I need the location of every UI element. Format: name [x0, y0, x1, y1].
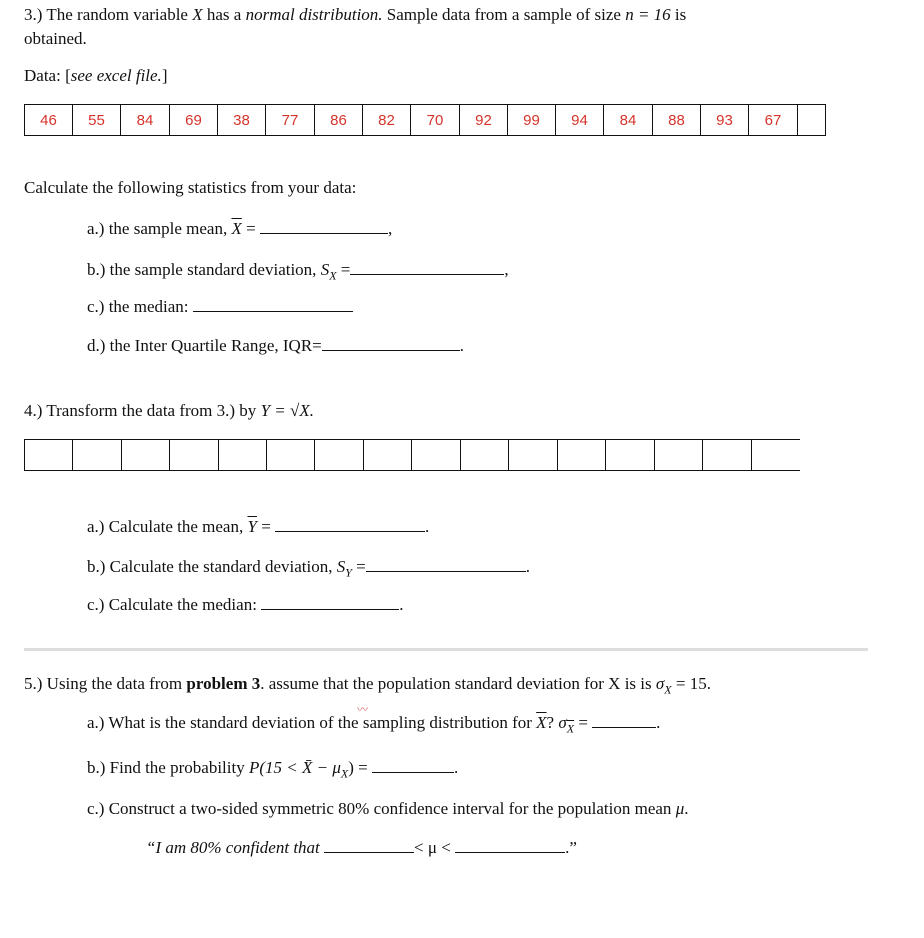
- distribution-name: normal distribution.: [245, 5, 383, 24]
- subscript: Y: [345, 565, 352, 580]
- empty-cell[interactable]: [24, 439, 72, 471]
- data-cell: 92: [459, 104, 507, 136]
- sample-size: n = 16: [625, 5, 671, 24]
- subscript: X: [566, 721, 575, 736]
- q4a-mean: [87, 517, 429, 537]
- answer-blank[interactable]: [350, 260, 504, 275]
- empty-cell[interactable]: [314, 439, 363, 471]
- confidence-statement: [146, 838, 577, 858]
- data-cell: 94: [555, 104, 603, 136]
- answer-blank[interactable]: [592, 713, 656, 728]
- empty-cell[interactable]: [557, 439, 605, 471]
- text: ,: [387, 219, 393, 238]
- text: a.) What is the standard deviation of the sampling distribution for: [87, 713, 537, 732]
- text: .”: [565, 838, 577, 857]
- data-table: [24, 104, 826, 136]
- answer-blank[interactable]: [260, 219, 388, 234]
- subscript: X: [329, 268, 337, 283]
- text: .: [525, 557, 531, 576]
- data-cell-empty: [797, 104, 826, 136]
- spellcheck-squiggle: 〰: [357, 704, 368, 716]
- empty-cell[interactable]: [702, 439, 751, 471]
- answer-blank[interactable]: [372, 758, 454, 773]
- probability-expression: P(15 < X̄ − μ: [248, 758, 341, 777]
- q3-statement-line1: [24, 5, 686, 25]
- text: c.) Calculate the median:: [87, 595, 257, 614]
- text: .: [656, 713, 661, 732]
- text: =: [336, 260, 351, 279]
- text: 3.) The random variable: [24, 5, 193, 24]
- text: b.) Find the probability: [87, 758, 249, 777]
- text: c.) Construct a two-sided symmetric 80% confidence interval for the population mean: [87, 799, 676, 818]
- text: is: [670, 5, 687, 24]
- empty-cell[interactable]: [266, 439, 314, 471]
- q3d-iqr: [87, 336, 464, 356]
- upper-bound-blank[interactable]: [455, 838, 565, 853]
- data-cell: 99: [507, 104, 555, 136]
- q3-statement-line2: obtained.: [24, 29, 87, 48]
- data-cell: 93: [700, 104, 748, 136]
- s-symbol: S: [336, 557, 346, 576]
- text: b.) the sample standard deviation,: [87, 260, 321, 279]
- sigma-value: = 15.: [671, 674, 711, 693]
- answer-blank[interactable]: [366, 557, 526, 572]
- q5c-confidence-interval: [87, 799, 688, 819]
- empty-cell[interactable]: [72, 439, 121, 471]
- text: c.) the median:: [87, 297, 189, 316]
- answer-blank[interactable]: [275, 517, 425, 532]
- s-symbol: S: [320, 260, 330, 279]
- empty-cell[interactable]: [363, 439, 411, 471]
- text: Sample data from a sample of size: [382, 5, 626, 24]
- excel-file-link[interactable]: see excel file.: [70, 66, 162, 85]
- data-cell: 38: [217, 104, 265, 136]
- text: .: [453, 758, 459, 777]
- sigma-symbol: σ: [655, 674, 665, 693]
- empty-cell[interactable]: [605, 439, 654, 471]
- q3b-sample-sd: [87, 260, 509, 283]
- text: a.) Calculate the mean,: [87, 517, 248, 536]
- lower-bound-blank[interactable]: [324, 838, 414, 853]
- empty-cell[interactable]: [169, 439, 218, 471]
- text: ,: [504, 260, 509, 279]
- text: =: [351, 557, 366, 576]
- text: 5.) Using the data from: [24, 674, 187, 693]
- text: . assume that the population standard deviation for X is is: [260, 674, 656, 693]
- x-bar-symbol: $\overline{X}$: [231, 219, 242, 238]
- data-cell: 46: [24, 104, 72, 136]
- text: =: [574, 713, 588, 732]
- section-divider: [24, 648, 868, 651]
- empty-cell[interactable]: [411, 439, 460, 471]
- empty-cell[interactable]: [460, 439, 508, 471]
- answer-blank[interactable]: [322, 336, 460, 351]
- problem-reference: problem 3: [186, 674, 261, 693]
- empty-cell[interactable]: [121, 439, 169, 471]
- q4-title: [24, 401, 314, 421]
- x-bar-symbol: $\overline{X}$: [536, 713, 547, 732]
- calc-prompt: Calculate the following statistics from your data:: [24, 178, 357, 197]
- subscript: X: [340, 766, 349, 781]
- variable-x: X: [192, 5, 203, 24]
- text: 4.) Transform the data from 3.) by: [24, 401, 261, 420]
- text: ?: [546, 713, 559, 732]
- sigma-symbol: σ: [558, 713, 567, 732]
- text: a.) the sample mean,: [87, 219, 232, 238]
- q4b-sd: [87, 557, 530, 580]
- q3a-sample-mean: [87, 219, 392, 239]
- transform-table: [24, 439, 800, 471]
- text: has a: [202, 5, 246, 24]
- data-cell: 67: [748, 104, 797, 136]
- data-cell: 84: [120, 104, 169, 136]
- data-cell: 70: [410, 104, 459, 136]
- q4c-median: [87, 595, 403, 615]
- mu-symbol: μ: [675, 799, 685, 818]
- empty-cell[interactable]: [751, 439, 800, 471]
- empty-cell[interactable]: [218, 439, 266, 471]
- text: d.) the Inter Quartile Range, IQR=: [87, 336, 322, 355]
- q5a-sampling-sd: [87, 713, 660, 736]
- text: .: [425, 517, 430, 536]
- q5-intro: [24, 674, 711, 697]
- text: .: [459, 336, 465, 355]
- text: ]: [161, 66, 168, 85]
- q5b-probability: [87, 758, 458, 781]
- empty-cell[interactable]: [508, 439, 557, 471]
- subscript: X: [664, 682, 672, 697]
- text: ) =: [348, 758, 368, 777]
- data-cell: 69: [169, 104, 217, 136]
- text: =: [256, 517, 271, 536]
- data-reference: [24, 66, 167, 86]
- data-cell: 82: [362, 104, 410, 136]
- data-cell: 84: [603, 104, 652, 136]
- transform-formula: Y = √X.: [260, 401, 314, 420]
- data-cell: 77: [265, 104, 314, 136]
- text: “I am 80% confident that: [146, 838, 320, 857]
- text: =: [241, 219, 256, 238]
- data-cell: 86: [314, 104, 362, 136]
- text: b.) Calculate the standard deviation,: [87, 557, 337, 576]
- empty-cell[interactable]: [654, 439, 702, 471]
- data-cell: 55: [72, 104, 120, 136]
- data-cell: 88: [652, 104, 700, 136]
- answer-blank[interactable]: [261, 595, 399, 610]
- q3c-median: [87, 297, 353, 317]
- text: Data: [: [24, 66, 71, 85]
- text: .: [684, 799, 689, 818]
- text: < μ <: [414, 838, 451, 857]
- text: .: [399, 595, 404, 614]
- answer-blank[interactable]: [193, 297, 353, 312]
- y-bar-symbol: $\overline{Y}$: [247, 517, 257, 536]
